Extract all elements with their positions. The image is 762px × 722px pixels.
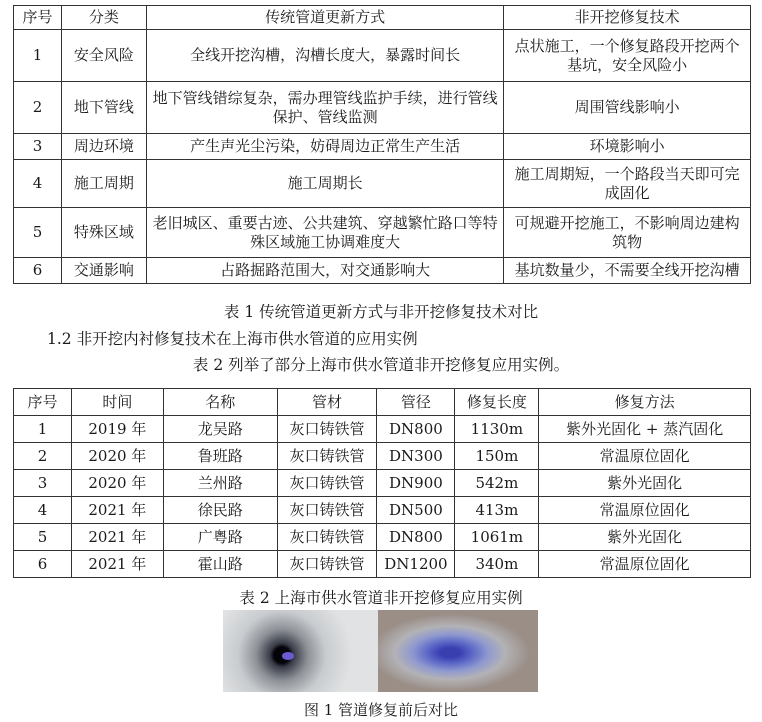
table-cell: 特殊区域 <box>61 208 146 258</box>
table-cell: 安全风险 <box>61 30 146 82</box>
table-cell: 常温原位固化 <box>539 551 751 578</box>
table1-caption: 表 1 传统管道更新方式与非开挖修复技术对比 <box>223 303 539 321</box>
table-cell: 周边环境 <box>61 134 146 160</box>
table-header-row <box>14 6 751 30</box>
table-cell: 常温原位固化 <box>539 443 751 470</box>
table-cell: 兰州路 <box>163 470 277 497</box>
table-cell: 2 <box>14 82 62 134</box>
table-cell: DN300 <box>377 443 455 470</box>
table-cell: 灰口铸铁管 <box>277 497 377 524</box>
table-cell: 6 <box>14 551 72 578</box>
table-cell: 3 <box>14 470 72 497</box>
table-cell: 1130m <box>455 416 539 443</box>
table-cell: 1061m <box>455 524 539 551</box>
table-cell: 紫外光固化 + 蒸汽固化 <box>539 416 751 443</box>
table-header-row <box>14 389 751 416</box>
table-cell: 龙吴路 <box>163 416 277 443</box>
table-cell: 340m <box>455 551 539 578</box>
header-cell: 序号 <box>14 389 72 416</box>
table-cell: 灰口铸铁管 <box>277 524 377 551</box>
table-cell: 2021 年 <box>71 524 163 551</box>
header-cell: 管材 <box>277 389 377 416</box>
table-cell: 施工周期 <box>61 160 146 208</box>
section-intro: 表 2 列举了部分上海市供水管道非开挖修复应用实例。 <box>192 356 570 374</box>
table-cell: 周围管线影响小 <box>504 82 751 134</box>
table-cell: 灰口铸铁管 <box>277 443 377 470</box>
table-row <box>14 30 751 82</box>
table-cell: 紫外光固化 <box>539 470 751 497</box>
table-cell: 霍山路 <box>163 551 277 578</box>
table-cell: 徐民路 <box>163 497 277 524</box>
table-cell: 4 <box>14 160 62 208</box>
table-cell: 环境影响小 <box>504 134 751 160</box>
table-cell: 施工周期长 <box>146 160 503 208</box>
table-row <box>14 82 751 134</box>
table-row <box>14 524 751 551</box>
header-cell: 修复长度 <box>455 389 539 416</box>
application-table <box>13 388 751 578</box>
table-cell: 地下管线 <box>61 82 146 134</box>
table-cell: DN1200 <box>377 551 455 578</box>
table-cell: 鲁班路 <box>163 443 277 470</box>
pipe-before-photo <box>223 610 378 692</box>
table-cell: 2020 年 <box>71 443 163 470</box>
table-cell: 地下管线错综复杂，需办理管线监护手续，进行管线保护、管线监测 <box>146 82 503 134</box>
figure-caption: 图 1 管道修复前后对比 <box>303 701 459 719</box>
table-cell: 基坑数量少，不需要全线开挖沟槽 <box>504 258 751 284</box>
table-cell: 紫外光固化 <box>539 524 751 551</box>
table-row <box>14 208 751 258</box>
header-cell: 传统管道更新方式 <box>146 6 503 30</box>
table-cell: DN800 <box>377 416 455 443</box>
table-cell: 全线开挖沟槽，沟槽长度大，暴露时间长 <box>146 30 503 82</box>
table-cell: 2021 年 <box>71 497 163 524</box>
table-cell: 6 <box>14 258 62 284</box>
table-cell: 交通影响 <box>61 258 146 284</box>
table-row <box>14 134 751 160</box>
table-cell: 2020 年 <box>71 470 163 497</box>
table-cell: 3 <box>14 134 62 160</box>
table-cell: DN500 <box>377 497 455 524</box>
table-row <box>14 443 751 470</box>
table-cell: 2019 年 <box>71 416 163 443</box>
table-cell: 灰口铸铁管 <box>277 416 377 443</box>
pipe-after-photo <box>378 610 538 692</box>
table-cell: 2 <box>14 443 72 470</box>
table-cell: 1 <box>14 416 72 443</box>
table-cell: 150m <box>455 443 539 470</box>
table-cell: 占路掘路范围大，对交通影响大 <box>146 258 503 284</box>
table-cell: 413m <box>455 497 539 524</box>
table-cell: 施工周期短，一个路段当天即可完成固化 <box>504 160 751 208</box>
table-cell: 可规避开挖施工，不影响周边建构筑物 <box>504 208 751 258</box>
header-cell: 修复方法 <box>539 389 751 416</box>
table-cell: 灰口铸铁管 <box>277 470 377 497</box>
table-cell: 542m <box>455 470 539 497</box>
header-cell: 管径 <box>377 389 455 416</box>
table-cell: DN800 <box>377 524 455 551</box>
table-cell: 常温原位固化 <box>539 497 751 524</box>
table-cell: 5 <box>14 208 62 258</box>
header-cell: 序号 <box>14 6 62 30</box>
table-row <box>14 551 751 578</box>
table-cell: DN900 <box>377 470 455 497</box>
table-cell: 1 <box>14 30 62 82</box>
table-row <box>14 470 751 497</box>
header-cell: 时间 <box>71 389 163 416</box>
table-row <box>14 258 751 284</box>
table-cell: 4 <box>14 497 72 524</box>
table-row <box>14 160 751 208</box>
table-cell: 产生声光尘污染，妨碍周边正常生产生活 <box>146 134 503 160</box>
pipe-debris-spot <box>282 652 294 660</box>
header-cell: 分类 <box>61 6 146 30</box>
table-cell: 灰口铸铁管 <box>277 551 377 578</box>
table-row <box>14 416 751 443</box>
table-cell: 5 <box>14 524 72 551</box>
table2-caption: 表 2 上海市供水管道非开挖修复应用实例 <box>239 589 523 607</box>
table-cell: 老旧城区、重要古迹、公共建筑、穿越繁忙路口等特殊区域施工协调难度大 <box>146 208 503 258</box>
table-cell: 点状施工，一个修复路段开挖两个基坑，安全风险小 <box>504 30 751 82</box>
header-cell: 名称 <box>163 389 277 416</box>
table-cell: 广粤路 <box>163 524 277 551</box>
table-row <box>14 497 751 524</box>
table-cell: 2021 年 <box>71 551 163 578</box>
section-heading: 1.2 非开挖内衬修复技术在上海市供水管道的应用实例 <box>47 330 418 348</box>
comparison-table <box>13 5 751 284</box>
header-cell: 非开挖修复技术 <box>504 6 751 30</box>
